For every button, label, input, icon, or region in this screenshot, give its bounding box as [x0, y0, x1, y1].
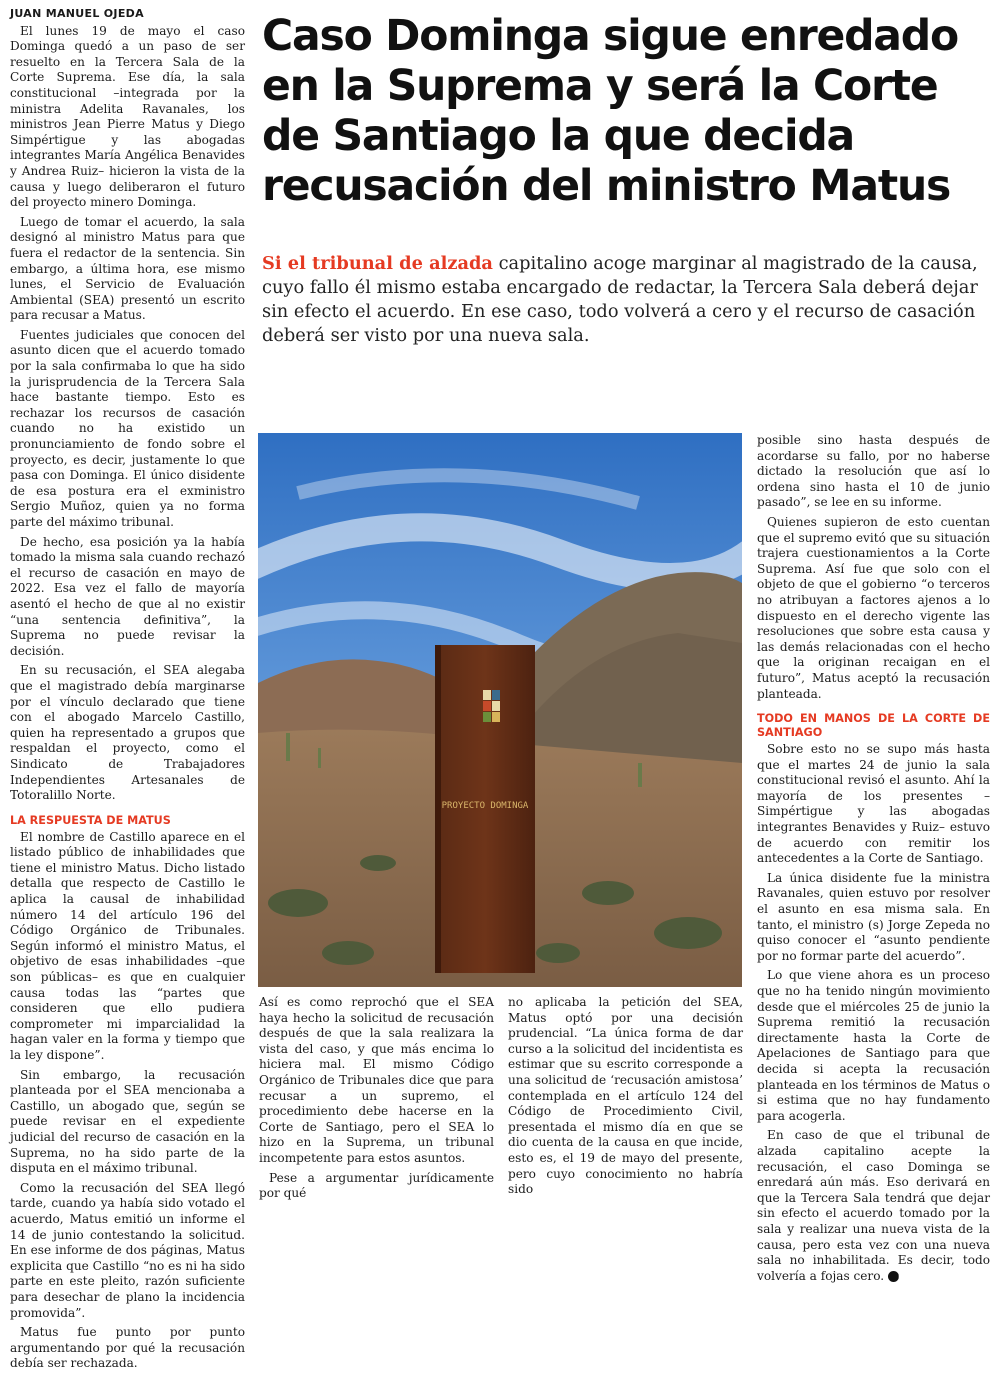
- paragraph: Quienes supieron de esto cuentan que el supremo evitó que su situación trajera cuestionamientos a la Corte Suprema. Así fue que solo con el objeto de que el gobierno “o terceros no atribuyan a factores ajenos a lo dispuesto en el derecho vigente las resoluciones que sobre esta causa y las demás relacionadas con el hecho que la originan recaigan en el futuro”, Matus aceptó la recusación planteada.: [757, 514, 990, 701]
- sign-text: PROYECTO DOMINGA: [441, 801, 529, 811]
- paragraph: La única disidente fue la ministra Ravanales, quien estuvo por resolver el asunto en esa misma sala. En tanto, el ministro (s) Jorge Zepeda no quiso conocer el “asunto pendiente por no formar parte del acuerdo”.: [757, 870, 990, 963]
- paragraph: [757, 1128, 990, 1284]
- paragraph: Luego de tomar el acuerdo, la sala designó al ministro Matus para que fuera el redactor de la sentencia. Sin embargo, a última hora, ese mismo lunes, el Servicio de Evaluación Ambiental (SEA) presentó un escrito para recusar a Matus.: [10, 214, 245, 323]
- paragraph-text: En caso de que el tribunal de alzada capitalino acepte la recusación, el caso Dominga se enredará aún más. Eso derivará en que la Tercera Sala tendrá que dejar sin efecto el acuerdo tomado por la sala y realizar una nueva vista de la causa, pero esta vez con una nueva sala no inhabilitada. Es decir, todo volvería a fojas cero.: [757, 1128, 990, 1283]
- paragraph: Así es como reprochó que el SEA haya hecho la solicitud de recusación después de que la sala realizara la vista del caso, y que más encima lo hiciera mal. El mismo Código Orgánico de Tribunales dice que para recusar a un supremo, el procedimiento debe hacerse en la Corte de Santiago, pero el SEA lo hizo en la Suprema, un tribunal incompetente para estos asuntos.: [259, 995, 494, 1165]
- paragraph: Pese a argumentar jurídicamente por qué: [259, 1170, 494, 1201]
- paragraph: Lo que viene ahora es un proceso que no ha tenido ningún movimiento desde que el miércoles 25 de junio la Suprema remitió la recusación directamente hasta la Corte de Apelaciones de Santiago para que decida si acepta la recusación planteada en los términos de Matus o si estima que no hay fundamento para acogerla.: [757, 968, 990, 1123]
- paragraph: De hecho, esa posición ya la había tomado la misma sala cuando rechazó el recurso de casación en mayo de 2022. Esa vez el fallo de mayoría asentó el hecho de que al no existir “una sentencia definitiva”, la Suprema no puede revisar la decisión.: [10, 534, 245, 658]
- end-mark-icon: P: [888, 1271, 899, 1282]
- subheading: TODO EN MANOS DE LA CORTE DE SANTIAGO: [757, 712, 990, 740]
- paragraph: Sin embargo, la recusación planteada por el SEA mencionaba a Castillo, un abogado que, según se puede revisar en el expediente judicial del recurso de casación en la Suprema, no ha sido parte de la disputa en el máximo tribunal.: [10, 1067, 245, 1176]
- headline: Caso Dominga sigue enredado en la Suprema y será la Corte de Santiago la que decida recusación del ministro Matus: [262, 12, 958, 211]
- paragraph: Sobre esto no se supo más hasta que el martes 24 de junio la sala constitucional revisó el asunto. Ahí la mayoría de los presentes –Simpértigue y las abogadas integrantes Benavides y Ruiz– estuvo de acuerdo con remitir los antecedentes a la Corte de Santiago.: [757, 742, 990, 866]
- subheading: LA RESPUESTA DE MATUS: [10, 813, 171, 827]
- paragraph: no aplicaba la petición del SEA, Matus optó por una decisión prudencial. “La única forma de dar curso a la solicitud del incidentista es estimar que su escrito corresponde a una solicitud de ‘recusación amistosa’ contemplada en el artículo 124 del Código de Procedimiento Civil, presentada el mismo día en que se dio cuenta de la causa en que incide, esto es, el 19 de mayo del presente, pero cuyo conocimiento no habría sido: [508, 995, 743, 1197]
- column-2: [259, 995, 494, 1206]
- deck-text: capitalino acoge marginar al magistrado de la causa, cuyo fallo él mismo estaba encargado de redactar, la Tercera Sala deberá dejar sin efecto el acuerdo. En ese caso, todo volverá a cero y el recurso de casación deberá ser visto por una nueva sala.: [262, 253, 978, 346]
- column-1: [10, 6, 245, 1376]
- paragraph: posible sino hasta después de acordarse su fallo, por no haberse dictado la resolución que así lo ordena sino hasta el 10 de junio pasado”, se lee en su informe.: [757, 433, 990, 510]
- deck: [262, 252, 978, 348]
- paragraph: Fuentes judiciales que conocen del asunto dicen que el acuerdo tomado por la sala confirmaba lo que ha sido la jurisprudencia de la Tercera Sala hace bastante tiempo. Esto es rechazar los recursos de casación cuando no ha existido un pronunciamiento de fondo sobre el proyecto, es decir, justamente lo que pasa con Dominga. El único disidente de esa postura era el exministro Sergio Muñoz, quien ya no forma parte del máximo tribunal.: [10, 327, 245, 529]
- paragraph: El lunes 19 de mayo el caso Dominga quedó a un paso de ser resuelto en la Tercera Sala de la Corte Suprema. Ese día, la sala constitucional –integrada por la ministra Adelita Ravanales, los ministros Jean Pierre Matus y Diego Simpértigue y las abogadas integrantes María Angélica Benavides y Andrea Ruiz– hicieron la vista de la causa y luego deliberaron el futuro del proyecto minero Dominga.: [10, 23, 245, 210]
- column-4: [757, 433, 990, 1288]
- paragraph: El nombre de Castillo aparece en el listado público de inhabilidades que tiene el ministro Matus. Dicho listado detalla que respecto de Castillo le aplica la causal de inhabilidad número 14 del artículo 196 del Código Orgánico de Tribunales. Según informó el ministro Matus, el objetivo de esas inhabilidades –que son públicas– es que en cualquier causa todas las “partes que consideren que ello pudiera comprometer mi imparcialidad la hagan valer en la forma y tiempo que la ley dispone”.: [10, 829, 245, 1062]
- article-photo: [258, 433, 742, 987]
- paragraph: Como la recusación del SEA llegó tarde, cuando ya había sido votado el acuerdo, Matus emitió un informe el 14 de junio contestando la solicitud. En ese informe de dos páginas, Matus explicita que Castillo “no es ni ha sido parte en este pleito, razón suficiente para desechar de plano la incidencia promovida”.: [10, 1180, 245, 1320]
- byline: JUAN MANUEL OJEDA: [10, 7, 144, 20]
- paragraph: Matus fue punto por punto argumentando por qué la recusación debía ser rechazada.: [10, 1325, 245, 1371]
- deck-lead: Si el tribunal de alzada: [262, 253, 493, 274]
- paragraph: En su recusación, el SEA alegaba que el magistrado debía marginarse por el vínculo declarado que tiene con el abogado Marcelo Castillo, quien ha representado a grupos que respaldan el proyecto, como el Sindicato de Trabajadores Independientes Artesanales de Totoralillo Norte.: [10, 663, 245, 803]
